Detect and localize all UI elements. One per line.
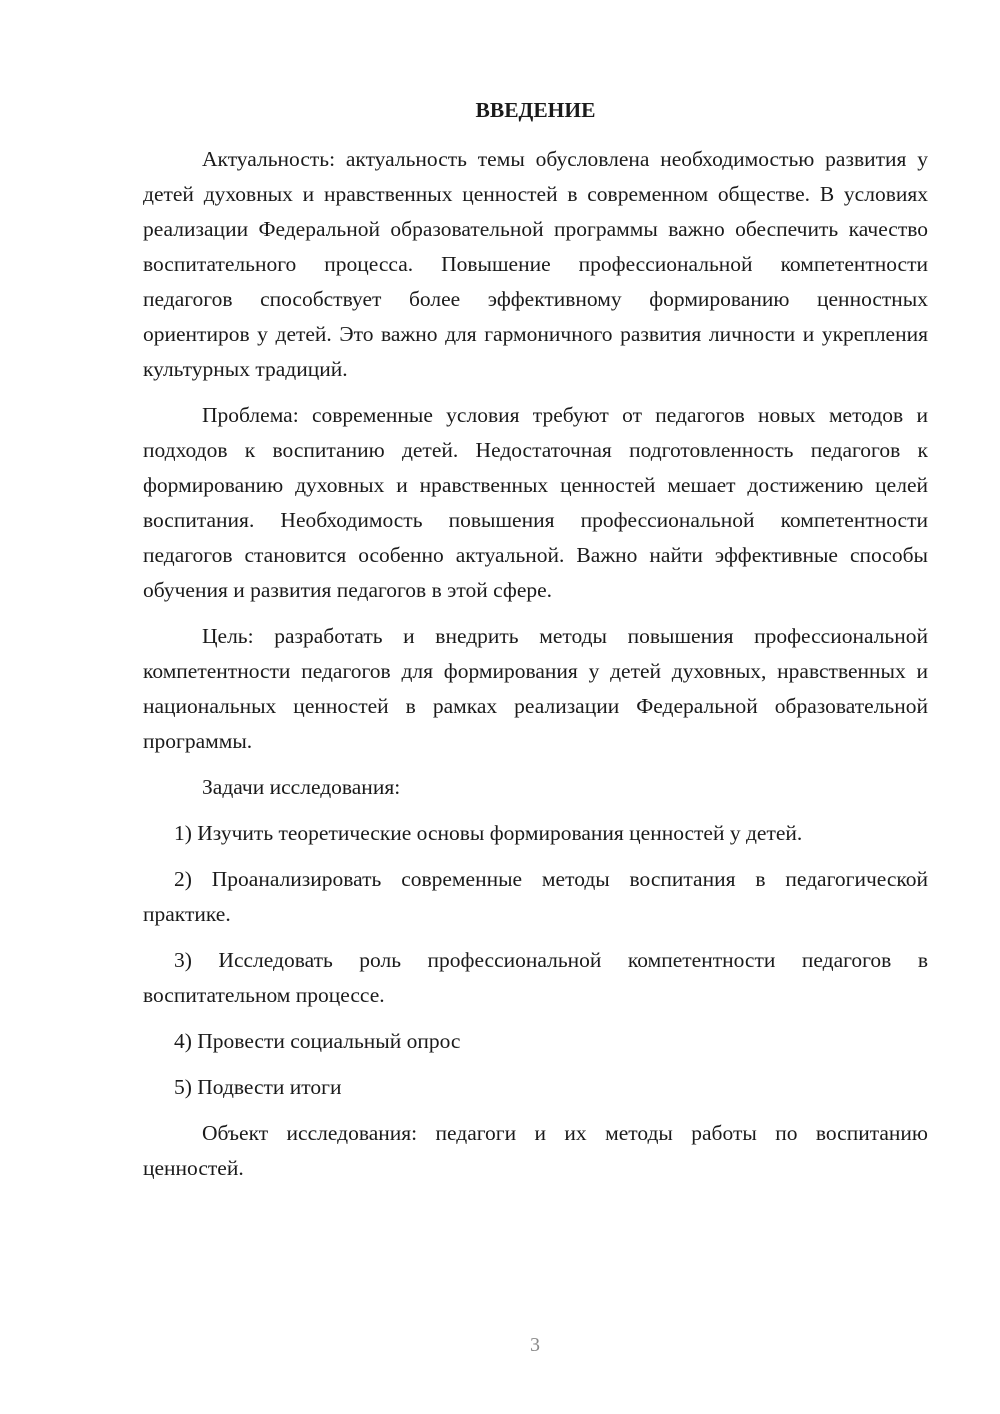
paragraph-relevance: Актуальность: актуальность темы обусловлена необходимостью развития у детей духовных и нравственных ценностей в современном обществе. В условиях реализации Федеральной образовательной программы важно обеспечить качество воспитательного процесса. Повышение профессиональной компетентности педагогов способствует более эффективному формированию ценностных ориентиров у детей. Это важно для гармоничного развития личности и укрепления культурных традиций. [143,147,928,381]
paragraph-goal: Цель: разработать и внедрить методы повышения профессиональной компетентности педагогов для формирования у детей духовных, нравственных и национальных ценностей в рамках реализации Федеральной образовательной программы. [143,624,928,753]
paragraph-problem: Проблема: современные условия требуют от педагогов новых методов и подходов к воспитанию детей. Недостаточная подготовленность педагогов к формированию духовных и нравственных ценностей мешает достижению целей воспитания. Необходимость повышения профессиональной компетентности педагогов становится особенно актуальной. Важно найти эффективные способы обучения и развития педагогов в этой сфере. [143,403,928,602]
paragraph-object: Объект исследования: педагоги и их методы работы по воспитанию ценностей. [143,1121,928,1180]
page-number: 3 [530,1334,540,1356]
task-item: 1) Изучить теоретические основы формирования ценностей у детей. [174,821,803,845]
tasks-title: Задачи исследования: [202,775,401,799]
task-item: 5) Подвести итоги [174,1075,342,1099]
task-item: 3) Исследовать роль профессиональной компетентности педагогов в воспитательном процессе. [143,948,928,1007]
task-item: 2) Проанализировать современные методы воспитания в педагогической практике. [143,867,928,926]
task-item: 4) Провести социальный опрос [174,1029,461,1053]
section-heading: ВВЕДЕНИЕ [475,98,596,122]
document-page [143,95,928,1197]
